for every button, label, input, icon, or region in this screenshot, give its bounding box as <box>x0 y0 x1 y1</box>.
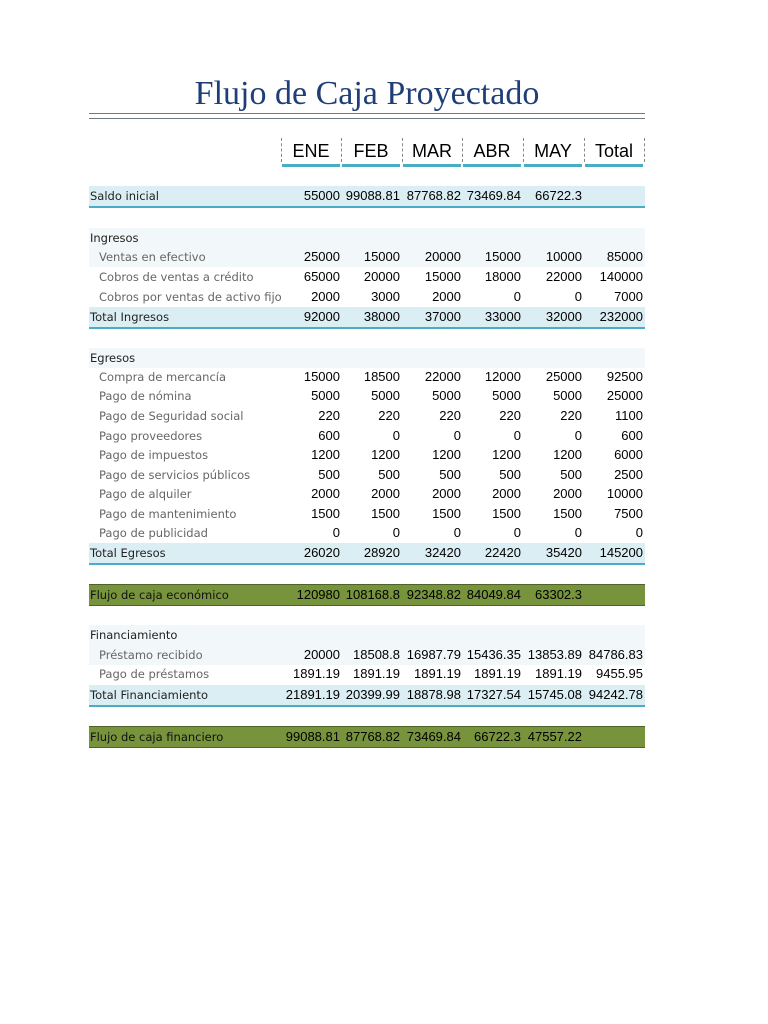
cell: 15000 <box>303 369 340 384</box>
row-label: Pago de servicios públicos <box>99 468 251 482</box>
cell: 1891.19 <box>535 666 582 681</box>
column-header-row <box>89 136 645 166</box>
cell: 0 <box>635 525 643 540</box>
cell: 2000 <box>553 486 582 501</box>
cell: 26020 <box>303 545 340 560</box>
cell: 33000 <box>484 309 521 324</box>
cell: 92500 <box>606 369 643 384</box>
cell: 12000 <box>484 369 521 384</box>
cell: 32000 <box>545 309 582 324</box>
cell: 66722.3 <box>535 188 582 203</box>
cell: 18878.98 <box>406 687 461 702</box>
cell: 220 <box>560 408 582 423</box>
cell: 15000 <box>363 249 400 264</box>
cell: 37000 <box>424 309 461 324</box>
row-label: Total Ingresos <box>90 310 170 324</box>
cell: 500 <box>439 467 461 482</box>
cell: 15000 <box>424 269 461 284</box>
table-row <box>89 523 645 543</box>
row-label: Pago de mantenimiento <box>99 507 237 521</box>
column-divider <box>523 138 524 162</box>
cell: 22420 <box>484 545 521 560</box>
cell: 600 <box>621 428 643 443</box>
cell: 25000 <box>606 388 643 403</box>
row-label: Flujo de caja financiero <box>90 730 224 744</box>
cell: 1200 <box>371 447 400 462</box>
saldo-inicial-row <box>89 186 645 208</box>
table-row <box>89 645 645 665</box>
cell: 1500 <box>432 506 461 521</box>
table-row <box>89 426 645 446</box>
cell: 0 <box>453 428 461 443</box>
cell: 2000 <box>311 289 340 304</box>
cell: 5000 <box>371 388 400 403</box>
column-divider <box>281 138 282 162</box>
cell: 15000 <box>484 249 521 264</box>
cell: 13853.89 <box>527 647 582 662</box>
title-rule <box>89 113 645 119</box>
cell: 7500 <box>614 506 643 521</box>
row-label: Pago de publicidad <box>99 526 208 540</box>
cell: 15436.35 <box>466 647 521 662</box>
cell: 18500 <box>363 369 400 384</box>
cell: 1100 <box>615 408 643 423</box>
cell: 140000 <box>599 269 643 284</box>
section-heading-financiamiento <box>89 625 645 645</box>
cell: 145200 <box>599 545 643 560</box>
cell: 1200 <box>311 447 340 462</box>
flujo-financiero-row <box>89 726 645 748</box>
cell: 10000 <box>606 486 643 501</box>
column-header: FEB <box>342 136 400 167</box>
cell: 18508.8 <box>353 647 400 662</box>
cell: 1500 <box>311 506 340 521</box>
cell: 0 <box>392 428 400 443</box>
cell: 108168.8 <box>345 587 400 602</box>
cell: 38000 <box>363 309 400 324</box>
cell: 0 <box>574 428 582 443</box>
cell: 10000 <box>545 249 582 264</box>
table-row <box>89 247 645 267</box>
row-label: Flujo de caja económico <box>90 588 229 602</box>
cell: 1200 <box>432 447 461 462</box>
cell: 25000 <box>303 249 340 264</box>
cell: 84786.83 <box>588 647 643 662</box>
cell: 1891.19 <box>474 666 521 681</box>
section-heading: Financiamiento <box>90 628 178 642</box>
row-label: Pago de préstamos <box>99 667 210 681</box>
cell: 20000 <box>424 249 461 264</box>
cell: 28920 <box>363 545 400 560</box>
row-label: Pago de impuestos <box>99 448 209 462</box>
cell: 22000 <box>545 269 582 284</box>
column-divider <box>341 138 342 162</box>
cell: 2000 <box>311 486 340 501</box>
cell: 25000 <box>545 369 582 384</box>
cell: 63302.3 <box>535 587 582 602</box>
table-row <box>89 406 645 426</box>
cell: 0 <box>513 289 521 304</box>
cell: 92348.82 <box>406 587 461 602</box>
table-row <box>89 267 645 287</box>
cell: 6000 <box>614 447 643 462</box>
table-row <box>89 386 645 406</box>
cell: 87768.82 <box>345 729 400 744</box>
cell: 120980 <box>296 587 340 602</box>
table-row <box>89 465 645 485</box>
cell: 7000 <box>614 289 643 304</box>
cell: 1891.19 <box>353 666 400 681</box>
row-label: Cobros por ventas de activo fijo <box>99 290 282 304</box>
cell: 5000 <box>311 388 340 403</box>
row-label: Préstamo recibido <box>99 648 203 662</box>
column-header: MAR <box>403 136 461 167</box>
cell: 73469.84 <box>466 188 521 203</box>
section-heading-egresos <box>89 348 645 368</box>
cell: 500 <box>560 467 582 482</box>
cell: 1200 <box>553 447 582 462</box>
section-heading-ingresos <box>89 228 645 248</box>
cell: 0 <box>574 289 582 304</box>
cell: 0 <box>574 525 582 540</box>
cell: 22000 <box>424 369 461 384</box>
cell: 0 <box>513 525 521 540</box>
cell: 1891.19 <box>293 666 340 681</box>
cell: 1891.19 <box>414 666 461 681</box>
row-label: Total Financiamiento <box>90 688 208 702</box>
cell: 1500 <box>553 506 582 521</box>
cell: 17327.54 <box>466 687 521 702</box>
table-row <box>89 484 645 504</box>
column-divider <box>584 138 585 162</box>
table-row <box>89 504 645 524</box>
total-financiamiento-row <box>89 685 645 707</box>
cell: 1500 <box>371 506 400 521</box>
column-divider <box>402 138 403 162</box>
cell: 84049.84 <box>466 587 521 602</box>
row-label: Compra de mercancía <box>99 370 227 384</box>
cell: 5000 <box>432 388 461 403</box>
cell: 0 <box>513 428 521 443</box>
cell: 20000 <box>363 269 400 284</box>
cell: 92000 <box>303 309 340 324</box>
cell: 500 <box>318 467 340 482</box>
table-row <box>89 664 645 684</box>
cell: 2500 <box>614 467 643 482</box>
cell: 20000 <box>303 647 340 662</box>
column-header: MAY <box>524 136 582 167</box>
section-heading: Egresos <box>90 351 136 365</box>
table-row <box>89 287 645 307</box>
cell: 500 <box>499 467 521 482</box>
table-row <box>89 445 645 465</box>
cell: 47557.22 <box>527 729 582 744</box>
cell: 1500 <box>492 506 521 521</box>
row-label: Pago de nómina <box>99 389 192 403</box>
column-divider <box>644 138 645 162</box>
cell: 220 <box>439 408 461 423</box>
cell: 32420 <box>424 545 461 560</box>
row-label: Ventas en efectivo <box>99 250 206 264</box>
cell: 0 <box>392 525 400 540</box>
cell: 16987.79 <box>406 647 461 662</box>
row-label: Pago de Seguridad social <box>99 409 244 423</box>
cell: 2000 <box>371 486 400 501</box>
cell: 87768.82 <box>406 188 461 203</box>
cell: 20399.99 <box>345 687 400 702</box>
cell: 94242.78 <box>588 687 643 702</box>
cell: 21891.19 <box>285 687 340 702</box>
section-heading: Ingresos <box>90 231 139 245</box>
cell: 5000 <box>492 388 521 403</box>
row-label: Pago de alquiler <box>99 487 192 501</box>
cell: 220 <box>499 408 521 423</box>
column-divider <box>462 138 463 162</box>
cell: 9455.95 <box>596 666 643 681</box>
cell: 232000 <box>599 309 643 324</box>
cell: 0 <box>332 525 340 540</box>
column-header: ENE <box>282 136 340 167</box>
cell: 15745.08 <box>527 687 582 702</box>
flujo-economico-row <box>89 584 645 606</box>
column-header: ABR <box>463 136 521 167</box>
row-label: Saldo inicial <box>90 189 159 203</box>
cell: 65000 <box>303 269 340 284</box>
cell: 66722.3 <box>474 729 521 744</box>
cell: 5000 <box>553 388 582 403</box>
cell: 2000 <box>492 486 521 501</box>
cell: 55000 <box>303 188 340 203</box>
total-ingresos-row <box>89 307 645 329</box>
row-label: Pago proveedores <box>99 429 203 443</box>
cell: 99088.81 <box>345 188 400 203</box>
cell: 2000 <box>432 486 461 501</box>
cell: 0 <box>453 525 461 540</box>
page-title: Flujo de Caja Proyectado <box>194 75 540 112</box>
cell: 2000 <box>432 289 461 304</box>
table-row <box>89 367 645 387</box>
cell: 500 <box>378 467 400 482</box>
cell: 220 <box>378 408 400 423</box>
cell: 220 <box>318 408 340 423</box>
cell: 73469.84 <box>406 729 461 744</box>
cell: 99088.81 <box>285 729 340 744</box>
cell: 35420 <box>545 545 582 560</box>
cell: 3000 <box>371 289 400 304</box>
cell: 1200 <box>492 447 521 462</box>
row-label: Total Egresos <box>90 546 166 560</box>
column-header: Total <box>585 136 643 167</box>
cell: 600 <box>318 428 340 443</box>
cell: 18000 <box>484 269 521 284</box>
row-label: Cobros de ventas a crédito <box>99 270 254 284</box>
cell: 85000 <box>606 249 643 264</box>
total-egresos-row <box>89 543 645 565</box>
